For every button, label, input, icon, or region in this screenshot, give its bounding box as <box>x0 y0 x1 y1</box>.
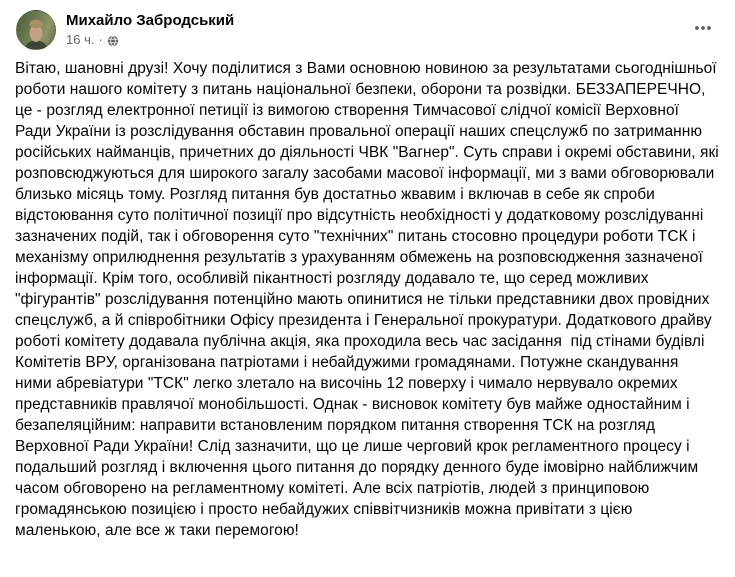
post-header <box>0 0 735 50</box>
meta-separator: · <box>98 32 103 47</box>
globe-public-icon <box>107 35 119 47</box>
author-name-link[interactable]: Михайло Забродський <box>66 12 235 29</box>
post-header-text <box>66 10 234 48</box>
ellipsis-more-icon <box>693 18 713 38</box>
timestamp-link[interactable]: 16 ч. <box>66 32 95 47</box>
more-options-button[interactable] <box>687 12 719 44</box>
post-body-text: Вітаю, шановні друзі! Хочу поділитися з Вами основною новиною за результатами сьогоднішньої роботи нашого комітету з питань національної безпеки, оборони та розвідки. БЕЗЗАПЕРЕЧНО, це - розгляд електронної петиції із вимогою створення Тимчасової слідчої комісії Верховної Ради України із розслідування обставин провальної операції наших спецслужб по затриманню російських найманців, причетних до діяльності ЧВК "Вагнер". Суть справи і окремі обставини, які розповсюджуються для широкого загалу засобами масової інформації, ми з вами обговорювали близько місяць тому. Розгляд питання був достатньо жвавим і включав в себе як спроби відстоювання суто політичної позиції про відсутність необхідності у додатковому розслідуванні зазначених подій, так і обговорення суто "технічних" питань стосовно процедури роботи ТСК і механізму оприлюднення результатів з урахуванням обмежень на розповсюдження зазначеної інформації. Крім того, особливій пікантності розгляду додавало те, що серед можливих "фігурантів" розслідування потенційно мають опинитися не тільки представники двох провідних спецслужб, а й співробітники Офісу президента і Генеральної прокуратури. Додаткового драйву роботі комітету додавала публічна акція, яка проходила весь час засідання під стінами будівлі Комітетів ВРУ, організована патріотами і небайдужими громадянами. Потужне скандування ними абревіатури "ТСК" легко злетало на височінь 12 поверху і чимало нервувало окремих представників правлячої монобільшості. Однак - висновок комітету був майже одностайним і безапеляційним: направити встановленим порядком питання створення ТСК на розгляд Верховної Ради України! Слід зазначити, що це лише черговий крок регламентного процесу і подальший розгляд і включення цього питання до порядку денного буде імовірно найближчим часом обговорено на регламентному комітеті. Але всіх патріотів, людей з принциповою громадянською позицією і просто небайдужих співвітчизників можна привітати з цією маленькою, але все ж таки перемогою! <box>15 60 724 539</box>
post-meta <box>66 32 234 48</box>
avatar[interactable] <box>16 10 56 50</box>
